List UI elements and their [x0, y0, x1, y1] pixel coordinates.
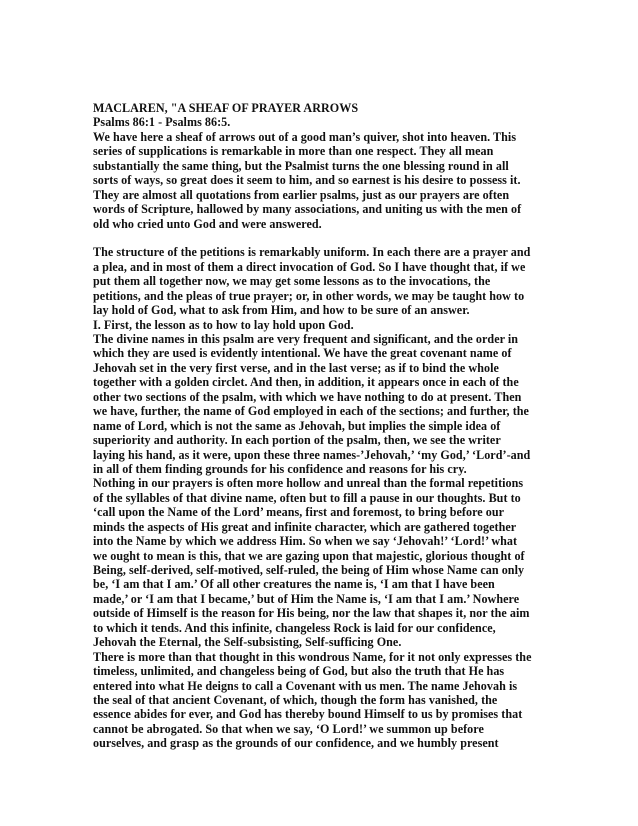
- paragraph-2: [93, 245, 555, 317]
- text-line: The divine names in this psalm are very frequent and significant, and the order in: [93, 332, 519, 346]
- text-line: lay hold of God, what to ask from Him, and how to be sure of an answer.: [93, 303, 470, 318]
- text-line: We have here a sheaf of arrows out of a good man’s quiver, shot into heaven. This: [93, 129, 517, 144]
- text-line: other two sections of the psalm, with which we have nothing to do at present. Then: [93, 389, 522, 404]
- text-line: ourselves, and grasp as the grounds of our confidence, and we humbly present: [93, 736, 499, 751]
- text-line: laying his hand, as it were, upon these three names-’Jehovah,’ ‘my God,’ ‘Lord’-and: [93, 447, 531, 462]
- text-line: essence abides for ever, and God has thereby bound Himself to us by promises that: [93, 707, 523, 722]
- text-line: put them all together now, we may get some lessons as to the invocations, the: [93, 274, 491, 289]
- text-line: Jehovah the Eternal, the Self-subsisting, Self-sufficing One.: [93, 635, 402, 650]
- text-line: of the syllables of that divine name, often but to fill a pause in our thoughts. But to: [93, 490, 521, 505]
- text-line: Nothing in our prayers is often more hollow and unreal than the formal repetitions: [93, 476, 524, 491]
- text-line: The structure of the petitions is remarkably uniform. In each there are a prayer and: [93, 245, 531, 260]
- text-line: we ought to mean is this, that we are gazing upon that majestic, glorious thought of: [93, 548, 525, 563]
- text-line: sorts of ways, so great does it seem to him, and so earnest is his desire to possess it.: [93, 173, 521, 188]
- text-line: timeless, unlimited, and changeless being of God, but also the truth that He has: [93, 664, 505, 679]
- text-line: into the Name by which we address Him. So when we say ‘Jehovah!’ ‘Lord!’ what: [93, 534, 518, 549]
- text-line: substantially the same thing, but the Psalmist turns the one blessing round in all: [93, 158, 509, 173]
- text-line: be, ‘I am that I am.’ Of all other creatures the name is, ‘I am that I have been: [93, 577, 495, 592]
- text-line: Jehovah set in the very first verse, and in the last verse; as if to bind the whole: [93, 360, 499, 375]
- text-line: old who cried unto God and were answered.: [93, 216, 322, 231]
- text-line: words of Scripture, hallowed by many associations, and uniting us with the men of: [93, 202, 522, 217]
- paragraph-4: [93, 476, 555, 649]
- text-line: to which it tends. And this infinite, changeless Rock is laid for our confidence,: [93, 620, 496, 635]
- text-line: There is more than that thought in this wondrous Name, for it not only expresses the: [93, 649, 532, 664]
- document-title: MACLAREN, "A SHEAF OF PRAYER ARROWS: [93, 101, 359, 115]
- paragraph-spacer: [93, 231, 555, 245]
- text-line: name of Lord, which is not the same as Jehovah, but implies the simple idea of: [93, 418, 501, 433]
- text-line: series of supplications is remarkable in more than one respect. They all mean: [93, 144, 494, 159]
- text-line: together with a golden circlet. And then, in addition, it appears once in each of the: [93, 375, 519, 390]
- text-line: ‘call upon the Name of the Lord’ means, first and foremost, to bring before our: [93, 505, 505, 520]
- text-line: petitions, and the pleas of true prayer; or, in other words, we may be taught how to: [93, 288, 525, 303]
- text-line: which they are used is evidently intentional. We have the great covenant name of: [93, 346, 512, 361]
- text-line: we have, further, the name of God employed in each of the sections; and further, the: [93, 404, 529, 419]
- text-line: made,’ or ‘I am that I became,’ but of Him the Name is, ‘I am that I am.’ Nowhere: [93, 591, 520, 606]
- text-line: superiority and authority. In each portion of the psalm, then, we see the writer: [93, 433, 501, 448]
- text-line: cannot be abrogated. So that when we say, ‘O Lord!’ we summon up before: [93, 721, 484, 736]
- paragraph-3: [93, 332, 555, 476]
- text-line: They are almost all quotations from earlier psalms, just as our prayers are often: [93, 187, 510, 202]
- text-line: the seal of that ancient Covenant, of which, though the form has vanished, the: [93, 692, 498, 707]
- text-line: outside of Himself is the reason for His being, nor the law that shapes it, nor the aim: [93, 606, 530, 621]
- section-heading: I. First, the lesson as to how to lay hold upon God.: [93, 317, 354, 332]
- text-line: minds the aspects of His great and infinite character, which are gathered together: [93, 519, 517, 534]
- text-line: in all of them finding grounds for his confidence and reasons for his cry.: [93, 461, 467, 476]
- scripture-reference: Psalms 86:1 - Psalms 86:5.: [93, 115, 231, 130]
- text-line: a plea, and in most of them a direct invocation of God. So I have thought that, if we: [93, 259, 526, 274]
- document-page: [93, 101, 555, 751]
- text-line: Being, self-derived, self-motived, self-ruled, the being of Him whose Name can only: [93, 563, 525, 577]
- paragraph-5: [93, 650, 555, 751]
- text-line: entered into what He deigns to call a Covenant with us men. The name Jehovah is: [93, 678, 518, 693]
- paragraph-1: [93, 130, 555, 231]
